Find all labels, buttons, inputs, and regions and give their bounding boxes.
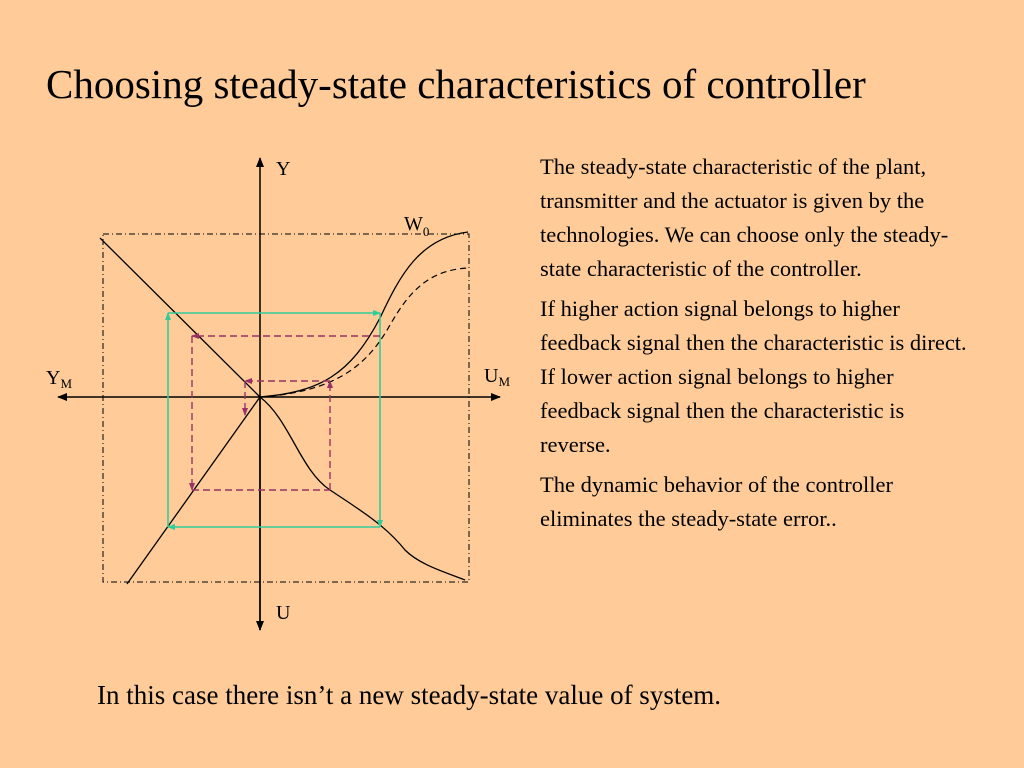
um-axis-label: $U_M$ [484, 365, 511, 389]
explanation-text [540, 150, 980, 536]
paragraph-direct-reverse: If higher action signal belongs to higher feedback signal then the characteristic is direct. If lower action signal belongs to higher feedback signal then the characteristic is reverse. [540, 296, 967, 457]
w0-label: $W_0$ [404, 213, 430, 239]
conclusion-text: In this case there isn’t a new steady-state value of system. [97, 680, 722, 710]
controller-characteristic-line [100, 238, 260, 397]
ym-subscript: M [60, 376, 73, 391]
ym-axis-label: $Y_M$ [46, 367, 73, 391]
y-axis-label: Y [276, 158, 291, 180]
paragraph-dynamic: The dynamic behavior of the controller eliminates the steady-state error.. [540, 472, 893, 531]
plant-curve-shifted [260, 268, 468, 397]
plant-curve-w0 [260, 232, 468, 397]
outer-loop [168, 313, 380, 527]
control-diagram [0, 0, 520, 640]
u-axis-label: U [276, 602, 291, 624]
paragraph-technology: The steady-state characteristic of the plant, transmitter and the actuator is given by the technologies. We can choose only the steady-state characteristic of the controller. [540, 154, 949, 281]
transmitter-curve [260, 397, 465, 580]
outer-frame [103, 234, 469, 582]
slide-title: Choosing steady-state characteristics of controller [46, 61, 866, 107]
um-subscript: M [498, 374, 511, 389]
w0-subscript: 0 [422, 224, 430, 239]
